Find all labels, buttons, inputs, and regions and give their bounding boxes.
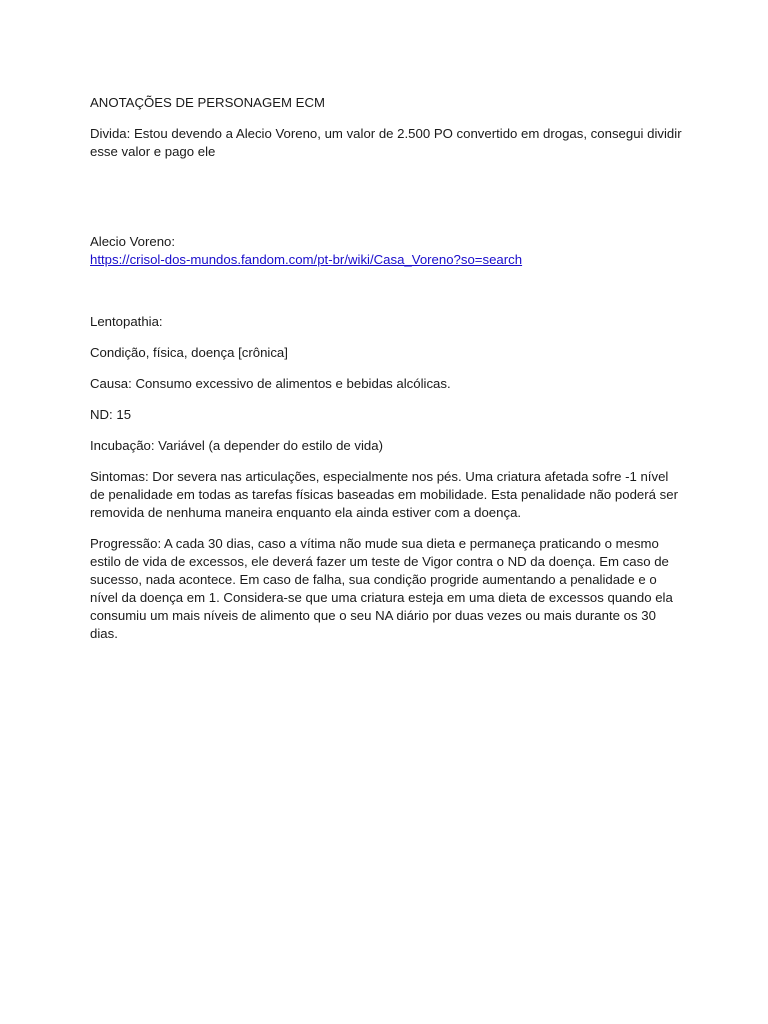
disease-progression: Progressão: A cada 30 dias, caso a vítima não mude sua dieta e permaneça praticando o mesmo estilo de vida de excessos, ele deverá fazer um teste de Vigor contra o ND da doença. Em caso de sucesso, nada acontece. Em caso de falha, sua condição progride aumentando a penalidade e o nível da doença em 1. Considera-se que uma criatura esteja em uma dieta de excessos quando ela consumiu um mais níveis de alimento que o seu NA diário por duas vezes ou mais durante os 30 dias. — [90, 536, 673, 641]
person-wiki-link[interactable]: https://crisol-dos-mundos.fandom.com/pt-br/wiki/Casa_Voreno?so=search — [90, 252, 523, 267]
person-label: Alecio Voreno: — [90, 234, 176, 249]
document-body — [90, 94, 682, 643]
document-title: ANOTAÇÕES DE PERSONAGEM ECM — [90, 95, 325, 110]
disease-condition: Condição, física, doença [crônica] — [90, 345, 288, 360]
disease-cause: Causa: Consumo excessivo de alimentos e bebidas alcólicas. — [90, 376, 451, 391]
disease-symptoms: Sintomas: Dor severa nas articulações, especialmente nos pés. Uma criatura afetada sofre -1 nível de penalidade em todas as tarefas físicas baseadas em mobilidade. Esta penalidade não poderá ser removida de nenhuma maneira enquanto ela ainda estiver com a doença. — [90, 469, 678, 520]
debt-paragraph: Divida: Estou devendo a Alecio Voreno, um valor de 2.500 PO convertido em drogas, consegui dividir esse valor e pago ele — [90, 126, 682, 159]
disease-nd: ND: 15 — [90, 407, 132, 422]
disease-name: Lentopathia: — [90, 314, 163, 329]
disease-incubation: Incubação: Variável (a depender do estilo de vida) — [90, 438, 383, 453]
